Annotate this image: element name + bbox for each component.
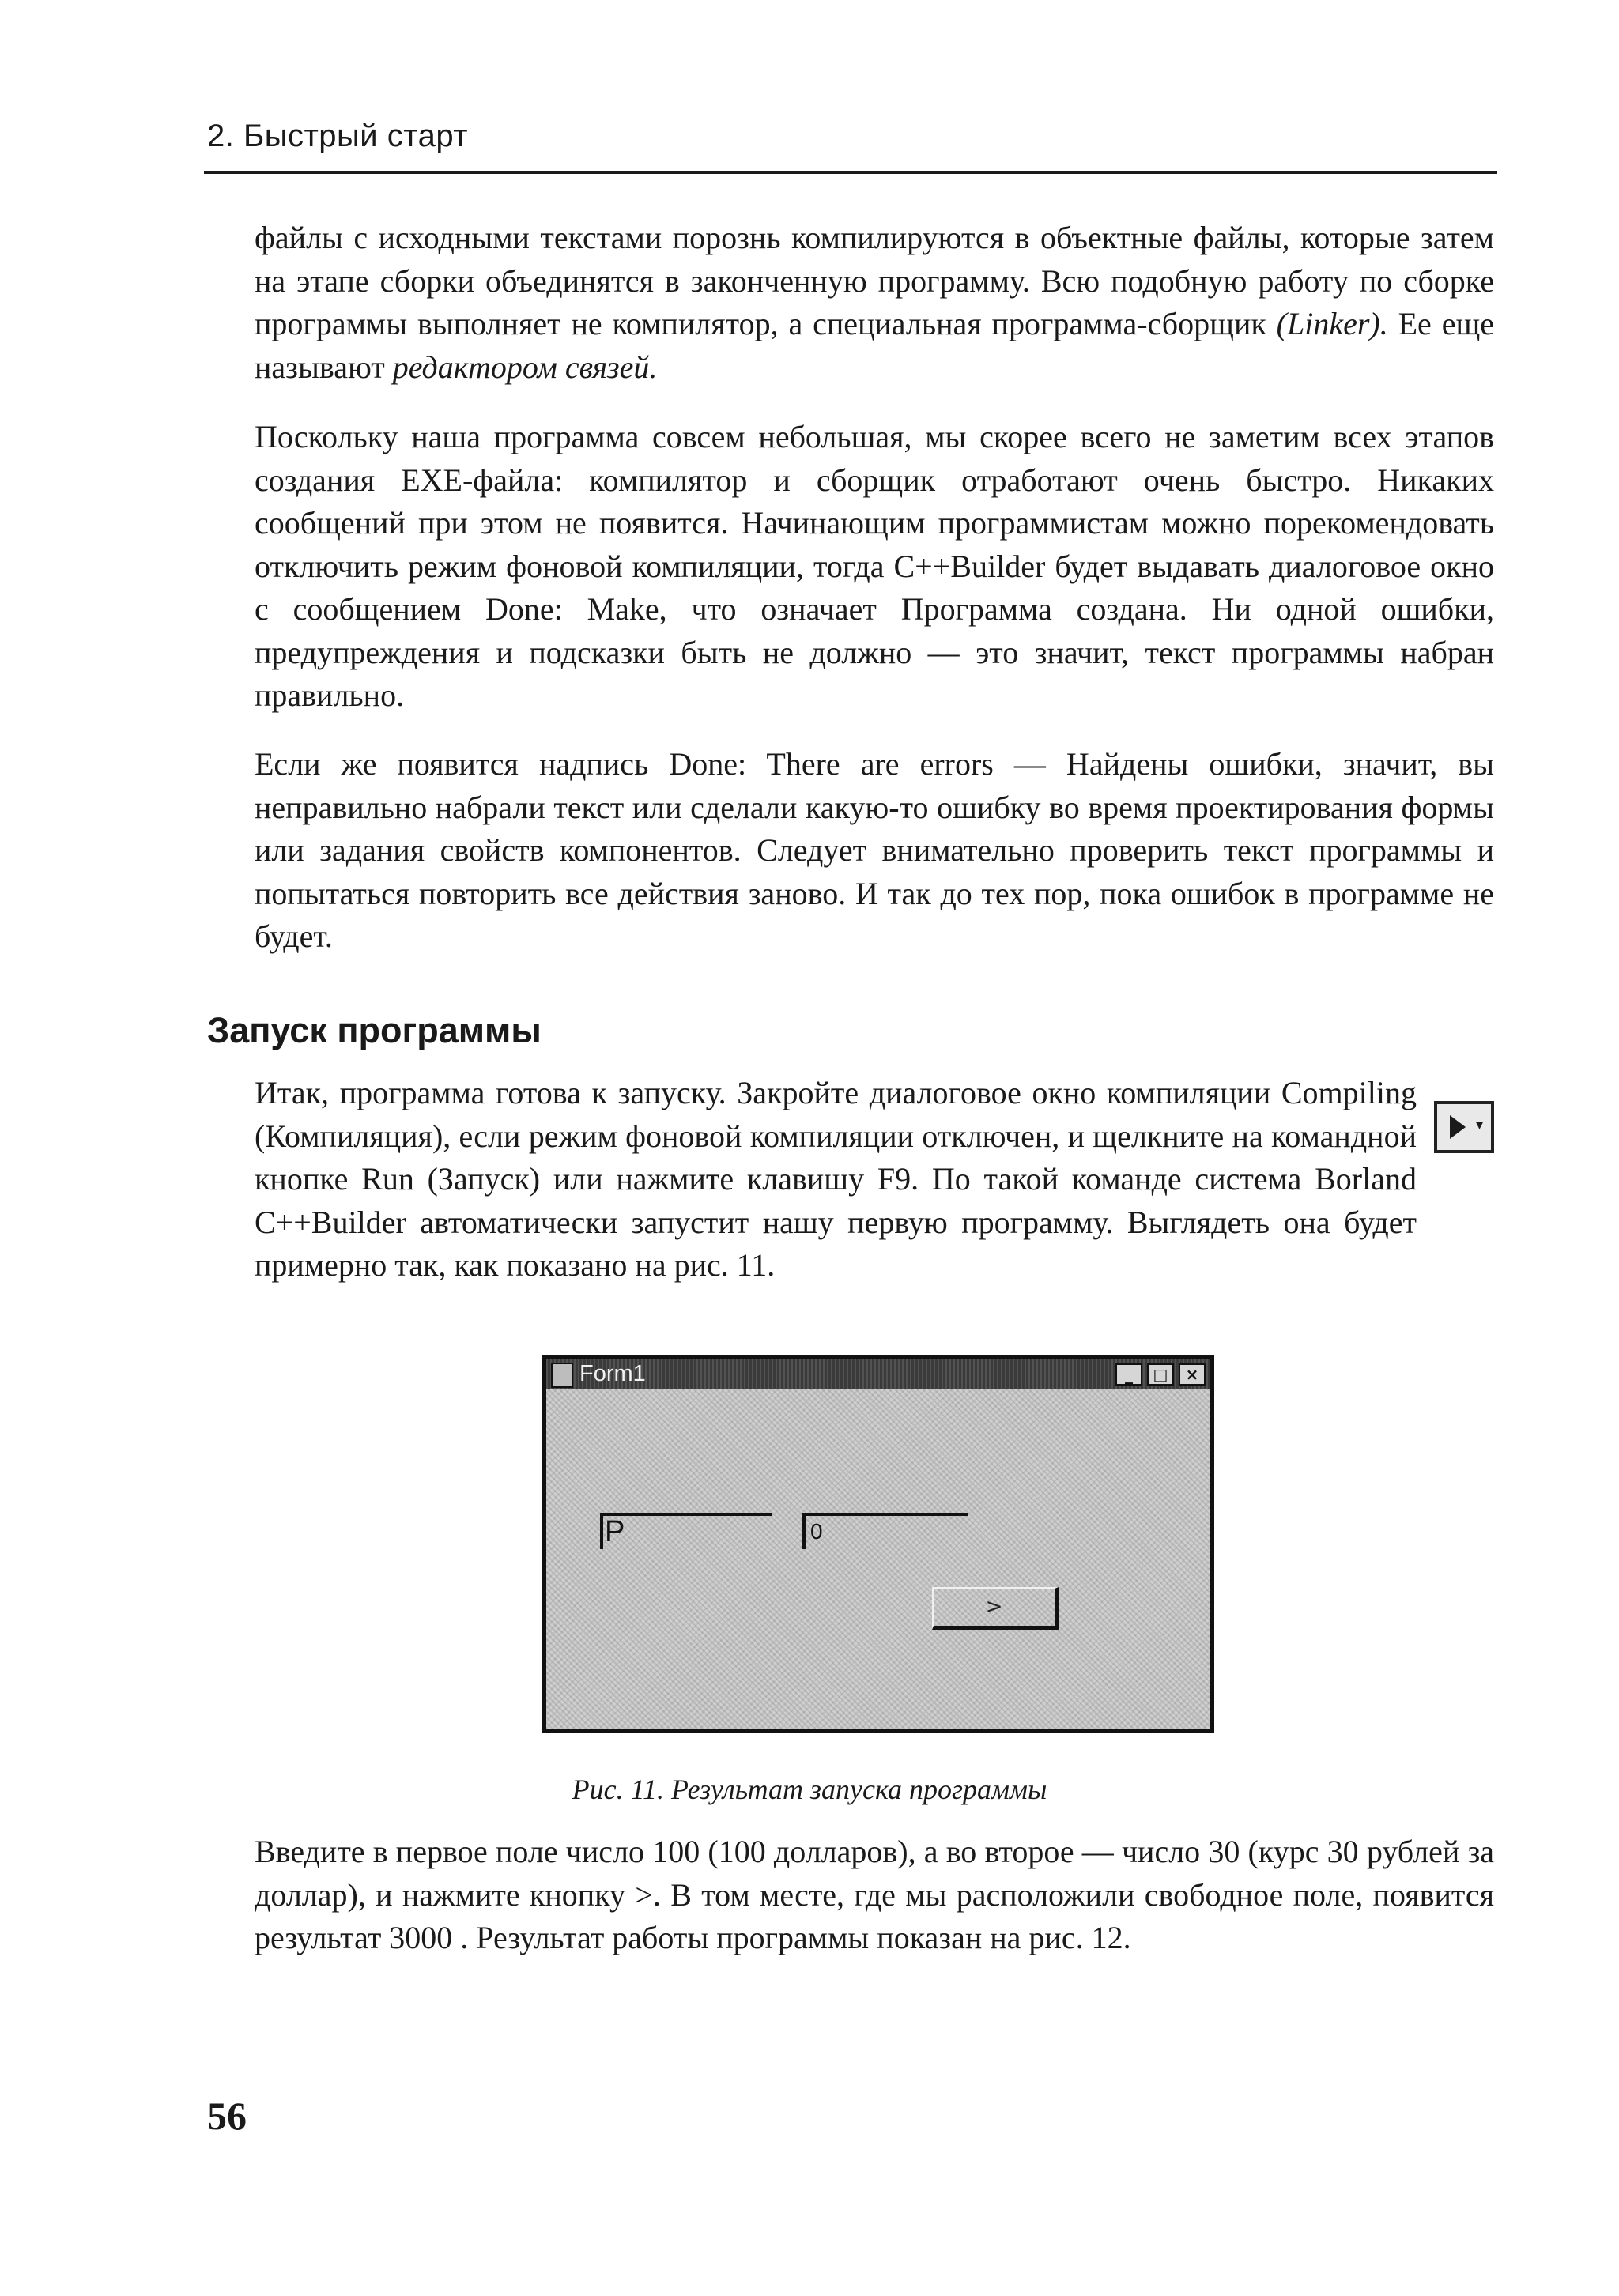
minimize-button[interactable]: _ [1115,1363,1142,1386]
paragraph-2: Поскольку наша программа совсем небольшая, мы скорее всего не заметим всех этапов создания EXE-файла: компилятор и сборщик отработают очень быстро. Никаких сообщений при этом не появится. Начинающим программистам можно порекомендовать отключить режим фоновой компиляции, тогда C++Builder будет выдавать диалоговое окно с сообщением Done: Make, что означает Программа создана. Ни одной ошибки, предупреждения и подсказки быть не должно — это значит, текст программы набран правильно. [255,419,1494,713]
form-title: Form1 [579,1361,646,1386]
header-rule [204,171,1497,174]
linker-term: (Linker). [1276,306,1388,341]
close-button[interactable]: × [1179,1363,1206,1386]
run-play-icon [1434,1101,1494,1153]
linker-editor-term: редактором связей. [392,349,658,385]
window-system-icon[interactable] [551,1363,573,1388]
dollars-input[interactable]: P [600,1513,772,1549]
paragraph-3: Если же появится надпись Done: There are errors — Найдены ошибки, значит, вы неправильно набрали текст или сделали какую-то ошибку во время проектирования формы или задания свойств компонентов. Следует внимательно проверить текст программы и попытаться повторить все действия заново. И так до тех пор, пока ошибок в программе не будет. [255,746,1494,954]
paragraph-4: Итак, программа готова к запуску. Закройте диалоговое окно компиляции Compiling (Компиляция), если режим фоновой компиляции отключен, и щелкните на командной кнопке Run (Запуск) или нажмите клавишу F9. По такой команде система Borland C++Builder автоматически запустит нашу первую программу. Выглядеть она будет примерно так, как показано на рис. 11. [255,1075,1417,1283]
running-head: 2. Быстрый старт [207,119,469,153]
maximize-button[interactable]: □ [1147,1363,1174,1386]
paragraph-1 [255,217,1494,389]
paragraph-1-text-b: Ее еще называют [255,306,1494,385]
calculate-button[interactable]: > [932,1587,1059,1630]
rate-input[interactable]: 0 [802,1513,968,1549]
section-heading: Запуск программы [207,1010,542,1050]
figure-caption: Рис. 11. Результат запуска программы [572,1774,1047,1805]
page-number: 56 [207,2094,247,2138]
form1-window [542,1355,1214,1733]
paragraph-5: Введите в первое поле число 100 (100 долларов), а во второе — число 30 (курс 30 рублей за доллар), и нажмите кнопку >. В том месте, где мы расположили свободное поле, появится результат 3000 . Результат работы программы показан на рис. 12. [255,1834,1494,1955]
form-titlebar[interactable] [546,1359,1210,1389]
dropdown-arrow-icon: ▾ [1475,1117,1483,1133]
play-triangle-icon [1450,1115,1466,1139]
paragraph-1-text: файлы с исходными текстами порознь компилируются в объектные файлы, которые затем на этапе сборки объединятся в законченную программу. Всю подобную работу по сборке программы выполняет не компилятор, а специальная программа-сборщик [255,220,1494,341]
